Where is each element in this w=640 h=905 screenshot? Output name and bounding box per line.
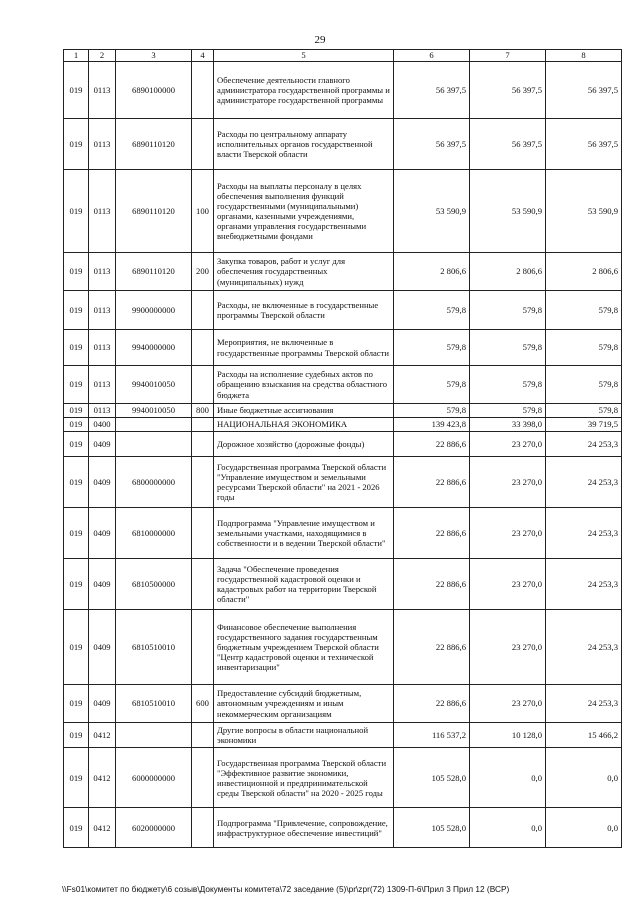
cell-c5: Обеспечение деятельности главного администратора государственной программы и администраторе государственной программы <box>214 62 394 119</box>
table-row <box>64 457 622 508</box>
column-header: 2 <box>89 50 116 62</box>
cell-c5: Государственная программа Тверской области "Управление имуществом и земельными ресурсами Тверской области" на 2021 - 2026 годы <box>214 457 394 508</box>
table-row <box>64 432 622 457</box>
table-row <box>64 685 622 723</box>
cell-c1: 019 <box>64 253 89 291</box>
cell-c8: 24 253,3 <box>546 685 622 723</box>
cell-c7: 10 128,0 <box>470 723 546 748</box>
cell-c1: 019 <box>64 366 89 404</box>
cell-c2: 0113 <box>89 62 116 119</box>
cell-c2: 0113 <box>89 119 116 170</box>
cell-c6: 579,8 <box>394 330 470 366</box>
cell-c2: 0409 <box>89 610 116 685</box>
cell-c4 <box>192 291 214 330</box>
cell-c8: 15 466,2 <box>546 723 622 748</box>
cell-c3: 6020000000 <box>116 808 192 848</box>
cell-c3: 6810510010 <box>116 685 192 723</box>
cell-c4: 100 <box>192 170 214 253</box>
cell-c5: НАЦИОНАЛЬНАЯ ЭКОНОМИКА <box>214 418 394 432</box>
cell-c2: 0409 <box>89 685 116 723</box>
cell-c8: 56 397,5 <box>546 62 622 119</box>
table-row <box>64 748 622 808</box>
cell-c4: 200 <box>192 253 214 291</box>
cell-c4 <box>192 119 214 170</box>
cell-c2: 0409 <box>89 559 116 610</box>
cell-c2: 0412 <box>89 808 116 848</box>
cell-c7: 0,0 <box>470 808 546 848</box>
cell-c1: 019 <box>64 330 89 366</box>
cell-c7: 23 270,0 <box>470 685 546 723</box>
table-row <box>64 418 622 432</box>
cell-c1: 019 <box>64 404 89 418</box>
cell-c5: Расходы на выплаты персоналу в целях обеспечения выполнения функций государственными (муниципальными) органами, казенными учреждениями, органами управления государственными внебюджетными фондами <box>214 170 394 253</box>
cell-c4 <box>192 366 214 404</box>
cell-c5: Расходы на исполнение судебных актов по обращению взыскания на средства областного бюджета <box>214 366 394 404</box>
cell-c5: Предоставление субсидий бюджетным, автономным учреждениям и иным некоммерческим организациям <box>214 685 394 723</box>
cell-c3: 6000000000 <box>116 748 192 808</box>
cell-c8: 579,8 <box>546 366 622 404</box>
cell-c1: 019 <box>64 62 89 119</box>
cell-c5: Закупка товаров, работ и услуг для обеспечения государственных (муниципальных) нужд <box>214 253 394 291</box>
cell-c3: 6810510010 <box>116 610 192 685</box>
cell-c1: 019 <box>64 808 89 848</box>
cell-c4 <box>192 432 214 457</box>
cell-c7: 23 270,0 <box>470 508 546 559</box>
column-header: 8 <box>546 50 622 62</box>
table-row <box>64 291 622 330</box>
cell-c1: 019 <box>64 723 89 748</box>
table-row <box>64 170 622 253</box>
cell-c4 <box>192 808 214 848</box>
cell-c1: 019 <box>64 432 89 457</box>
cell-c2: 0400 <box>89 418 116 432</box>
column-header: 7 <box>470 50 546 62</box>
cell-c6: 105 528,0 <box>394 748 470 808</box>
cell-c8: 56 397,5 <box>546 119 622 170</box>
cell-c2: 0113 <box>89 253 116 291</box>
cell-c3: 9900000000 <box>116 291 192 330</box>
cell-c7: 2 806,6 <box>470 253 546 291</box>
cell-c5: Государственная программа Тверской области "Эффективное развитие экономики, инвестиционной и предпринимательской среды Тверской области" на 2020 - 2025 годы <box>214 748 394 808</box>
cell-c6: 139 423,8 <box>394 418 470 432</box>
column-header: 3 <box>116 50 192 62</box>
cell-c6: 579,8 <box>394 291 470 330</box>
cell-c8: 579,8 <box>546 330 622 366</box>
cell-c3 <box>116 418 192 432</box>
cell-c6: 22 886,6 <box>394 610 470 685</box>
cell-c3 <box>116 432 192 457</box>
cell-c6: 53 590,9 <box>394 170 470 253</box>
cell-c1: 019 <box>64 418 89 432</box>
cell-c8: 24 253,3 <box>546 610 622 685</box>
cell-c4 <box>192 457 214 508</box>
cell-c8: 24 253,3 <box>546 432 622 457</box>
table-row <box>64 508 622 559</box>
cell-c4 <box>192 748 214 808</box>
cell-c2: 0113 <box>89 330 116 366</box>
cell-c6: 22 886,6 <box>394 508 470 559</box>
cell-c2: 0409 <box>89 432 116 457</box>
cell-c2: 0412 <box>89 748 116 808</box>
cell-c7: 56 397,5 <box>470 62 546 119</box>
cell-c3: 6810500000 <box>116 559 192 610</box>
cell-c5: Иные бюджетные ассигнования <box>214 404 394 418</box>
cell-c1: 019 <box>64 508 89 559</box>
cell-c8: 24 253,3 <box>546 559 622 610</box>
table-row <box>64 723 622 748</box>
cell-c7: 579,8 <box>470 366 546 404</box>
cell-c5: Расходы, не включенные в государственные программы Тверской области <box>214 291 394 330</box>
page-number: 29 <box>314 34 326 46</box>
cell-c1: 019 <box>64 748 89 808</box>
cell-c6: 56 397,5 <box>394 62 470 119</box>
cell-c2: 0113 <box>89 170 116 253</box>
cell-c5: Подпрограмма "Привлечение, сопровождение, инфраструктурное обеспечение инвестиций" <box>214 808 394 848</box>
table-header-row <box>64 50 622 62</box>
column-header: 5 <box>214 50 394 62</box>
column-header: 4 <box>192 50 214 62</box>
cell-c7: 579,8 <box>470 330 546 366</box>
cell-c4 <box>192 610 214 685</box>
cell-c3: 6890110120 <box>116 253 192 291</box>
cell-c3: 9940010050 <box>116 404 192 418</box>
column-header: 6 <box>394 50 470 62</box>
cell-c1: 019 <box>64 610 89 685</box>
cell-c8: 0,0 <box>546 748 622 808</box>
cell-c4 <box>192 330 214 366</box>
cell-c5: Дорожное хозяйство (дорожные фонды) <box>214 432 394 457</box>
cell-c1: 019 <box>64 457 89 508</box>
cell-c8: 579,8 <box>546 291 622 330</box>
cell-c3: 6810000000 <box>116 508 192 559</box>
cell-c7: 23 270,0 <box>470 559 546 610</box>
cell-c6: 22 886,6 <box>394 559 470 610</box>
cell-c2: 0412 <box>89 723 116 748</box>
cell-c8: 0,0 <box>546 808 622 848</box>
cell-c8: 579,8 <box>546 404 622 418</box>
cell-c5: Другие вопросы в области национальной экономики <box>214 723 394 748</box>
table-row <box>64 330 622 366</box>
cell-c5: Задача "Обеспечение проведения государственной кадастровой оценки и кадастровых работ на территории Тверской области" <box>214 559 394 610</box>
cell-c7: 33 398,0 <box>470 418 546 432</box>
cell-c4 <box>192 508 214 559</box>
cell-c6: 2 806,6 <box>394 253 470 291</box>
cell-c4 <box>192 62 214 119</box>
cell-c1: 019 <box>64 170 89 253</box>
cell-c8: 53 590,9 <box>546 170 622 253</box>
cell-c3: 6890110120 <box>116 170 192 253</box>
cell-c5: Расходы по центральному аппарату исполнительных органов государственной власти Тверской области <box>214 119 394 170</box>
cell-c7: 23 270,0 <box>470 457 546 508</box>
cell-c1: 019 <box>64 119 89 170</box>
cell-c7: 53 590,9 <box>470 170 546 253</box>
cell-c6: 116 537,2 <box>394 723 470 748</box>
cell-c5: Подпрограмма "Управление имуществом и земельными участками, находящимися в собственности и в ведении Тверской области" <box>214 508 394 559</box>
cell-c6: 22 886,6 <box>394 432 470 457</box>
table-row <box>64 559 622 610</box>
table-row <box>64 366 622 404</box>
cell-c3 <box>116 723 192 748</box>
cell-c7: 579,8 <box>470 291 546 330</box>
cell-c8: 24 253,3 <box>546 457 622 508</box>
cell-c6: 56 397,5 <box>394 119 470 170</box>
cell-c4: 800 <box>192 404 214 418</box>
cell-c4 <box>192 559 214 610</box>
cell-c5: Финансовое обеспечение выполнения государственного задания государственным бюджетным учреждением Тверской области "Центр кадастровой оценки и технической инвентаризации" <box>214 610 394 685</box>
cell-c6: 22 886,6 <box>394 457 470 508</box>
table-row <box>64 253 622 291</box>
cell-c7: 23 270,0 <box>470 432 546 457</box>
cell-c3: 9940010050 <box>116 366 192 404</box>
cell-c2: 0409 <box>89 457 116 508</box>
table-row <box>64 62 622 119</box>
cell-c2: 0113 <box>89 404 116 418</box>
cell-c2: 0113 <box>89 366 116 404</box>
table-row <box>64 610 622 685</box>
cell-c5: Мероприятия, не включенные в государственные программы Тверской области <box>214 330 394 366</box>
cell-c6: 22 886,6 <box>394 685 470 723</box>
cell-c1: 019 <box>64 291 89 330</box>
cell-c7: 579,8 <box>470 404 546 418</box>
cell-c8: 2 806,6 <box>546 253 622 291</box>
cell-c2: 0409 <box>89 508 116 559</box>
cell-c4: 600 <box>192 685 214 723</box>
cell-c1: 019 <box>64 559 89 610</box>
table-row <box>64 808 622 848</box>
cell-c3: 6890100000 <box>116 62 192 119</box>
cell-c6: 579,8 <box>394 404 470 418</box>
cell-c6: 105 528,0 <box>394 808 470 848</box>
cell-c7: 56 397,5 <box>470 119 546 170</box>
column-header: 1 <box>64 50 89 62</box>
cell-c6: 579,8 <box>394 366 470 404</box>
cell-c4 <box>192 418 214 432</box>
cell-c2: 0113 <box>89 291 116 330</box>
table-row <box>64 404 622 418</box>
table-row <box>64 119 622 170</box>
budget-table <box>63 49 622 848</box>
file-path-footer: \\Fs01\комитет по бюджету\6 созыв\Документы комитета\72 заседание (5)\pr\zpr(72) 1309-П-6\Прил 3 Прил 12 (ВСР) <box>62 884 510 894</box>
cell-c8: 39 719,5 <box>546 418 622 432</box>
cell-c8: 24 253,3 <box>546 508 622 559</box>
cell-c3: 9940000000 <box>116 330 192 366</box>
cell-c4 <box>192 723 214 748</box>
cell-c1: 019 <box>64 685 89 723</box>
cell-c7: 23 270,0 <box>470 610 546 685</box>
cell-c3: 6890110120 <box>116 119 192 170</box>
cell-c7: 0,0 <box>470 748 546 808</box>
cell-c3: 6800000000 <box>116 457 192 508</box>
